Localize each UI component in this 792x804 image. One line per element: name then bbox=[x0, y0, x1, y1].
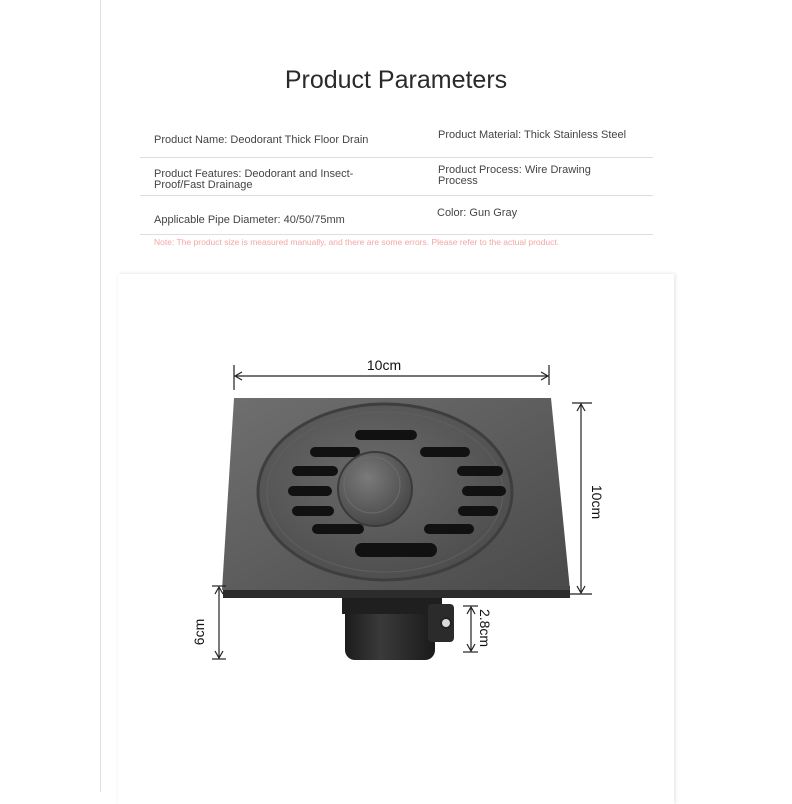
product-material: Product Material: Thick Stainless Steel bbox=[438, 129, 627, 141]
flange-dimension-line bbox=[463, 606, 478, 652]
height-label: 10cm bbox=[589, 484, 605, 520]
depth-label: 6cm bbox=[191, 618, 207, 646]
width-label: 10cm bbox=[366, 357, 402, 373]
measurement-note: Note: The product size is measured manually, and there are some errors. Please refer to the actual product. bbox=[154, 237, 560, 247]
drain-body bbox=[342, 598, 454, 660]
drain-cap bbox=[338, 452, 412, 526]
product-process: Product Process: Wire Drawing Process bbox=[438, 164, 591, 187]
page-title: Product Parameters bbox=[284, 66, 508, 94]
pipe-diameter: Applicable Pipe Diameter: 40/50/75mm bbox=[154, 214, 345, 226]
height-dimension-line bbox=[570, 403, 592, 594]
flange-label: 2.8cm bbox=[477, 608, 493, 648]
color: Color: Gun Gray bbox=[437, 207, 518, 219]
product-features: Product Features: Deodorant and Insect-Proof/Fast Drainage bbox=[154, 168, 354, 191]
product-name: Product Name: Deodorant Thick Floor Drain bbox=[154, 134, 369, 146]
